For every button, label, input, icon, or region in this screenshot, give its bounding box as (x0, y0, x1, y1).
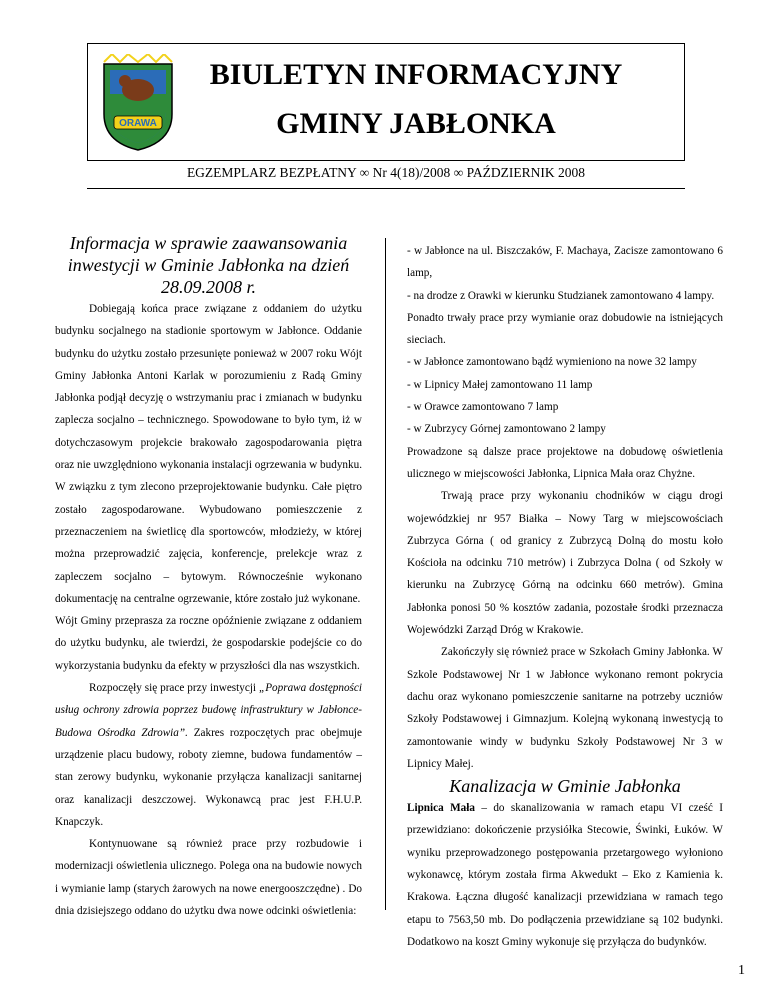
list-item: - w Orawce zamontowano 7 lamp (407, 401, 559, 414)
bulletin-title: BIULETYN INFORMACYJNY (209, 58, 623, 91)
paragraph: Ponadto trwały prace przy wymianie oraz dobudowie na istniejących sieciach. (407, 311, 723, 347)
column-divider (385, 238, 386, 910)
paragraph: Dobiegają końca prace związane z oddaniem do użytku budynku socjalnego na stadionie sportowym w Jabłonce. Oddanie budynku do użytku zostało przesunięte ponieważ w 2007 roku Wójt Gminy Jabłonka Antoni Karlak w porozumieniu z Radą Gminy Jabłonka podjął decyzję o wstrzymaniu prac i zmianach w budynku zaplecza socjalno – technicznego. Spowodowane to było tym, iż w dotychczasowym projekcie brakowało zagospodarowania piętra oraz nie uwzględniono wykonania instalacji ogrzewania w budynku. W związku z tym zlecono przeprojektowanie budynku. Całe piętro zostało zagospodarowane. Wybudowano pomieszczenie z przeznaczeniem na świetlicę dla sportowców, młodzieży, w której można przeprowadzić zajęcia, konferencje, prelekcje wraz z zapleczem socjalno – bytowym. Równocześnie wykonano dokumentację na centralne ogrzewanie, które zostało już wykonane. (55, 303, 362, 605)
paragraph: Wójt Gminy przeprasza za roczne opóźnienie związane z oddaniem do użytku budynku, ale twierdzi, że gospodarskie podejście co do wykorzystania budynku da efekty w przyszłości dla nas wszystkich. (55, 615, 362, 672)
list-item: - na drodze z Orawki w kierunku Studzianek zamontowano 4 lampy. (407, 289, 715, 302)
paragraph: Kontynuowane są również prace przy rozbudowie i modernizacji oświetlenia ulicznego. Polega ona na budowie nowych i wymianie lamp (starych żarowych na nowe energooszczędne) . Do dnia dzisiejszego oddano do użytku dwa nowe odcinki oświetlenia: (55, 838, 362, 918)
paragraph-text: – do skanalizowania w ramach etapu VI cześć I przewidziano: dokończenie przysiółka Stecowie, Świnki, Łuków. W wyniku przeprowadzonego postępowania przetargowego wyłoniono wykonawcę, którym została firma Akwedukt – Eko z Kamienia k. Krakowa. Łączna długość kanalizacji przewidziana w ramach tego etapu to 7563,50 mb. Do podłączenia przewidziane są 102 budynki. Dodatkowo na koszt Gminy wykonuje się przyłącza do budynków. (407, 802, 723, 948)
list-item: - w Jabłonce zamontowano bądź wymieniono na nowe 32 lampy (407, 356, 697, 369)
place-name: Lipnica Mała (407, 802, 475, 815)
paragraph-text: Zakres rozpoczętych prac obejmuje urządzenie placu budowy, roboty ziemne, budowa fundamentów – stan zerowy budynku, wykonanie przyłącza kanalizacji sanitarnej oraz kanalizacji deszczowej. Wykonawcą prac jest F.H.U.P. Knapczyk. (55, 726, 363, 828)
paragraph (407, 797, 723, 953)
investment-name: „Poprawa dostępności usług ochrony zdrowia poprzez budowę infrastruktury w Jabłonce- Budowa Ośrodka Zdrowia”. (55, 682, 362, 739)
list-item: - w Lipnicy Małej zamontowano 11 lamp (407, 378, 593, 391)
right-column (407, 240, 723, 953)
paragraph: Zakończyły się również prace w Szkołach Gminy Jabłonka. W Szkole Podstawowej Nr 1 w Jabłonce wykonano remont pokrycia dachu oraz wykonano pomieszczenie sanitarne na potrzeby uczniów Szkoły Podstawowej i Gimnazjum. Kolejną wykonaną inwestycją to zamontowanie windy w budynku Szkoły Podstawowej Nr 3 w Lipnicy Małej. (407, 646, 723, 770)
issue-info-line: EGZEMPLARZ BEZPŁATNY ∞ Nr 4(18)/2008 ∞ PAŹDZIERNIK 2008 (87, 163, 685, 189)
section-title: Kanalizacja w Gminie Jabłonka (449, 776, 681, 797)
paragraph-text: Rozpoczęły się prace przy inwestycji (89, 682, 259, 695)
paragraph: Trwają prace przy wykonaniu chodników w ciągu drogi wojewódzkiej nr 957 Białka – Nowy Targ w miejscowościach Zubrzyca Górna ( od granicy z Zubrzycą Dolną do mostu koło Kościoła na odcinku 710 metrów) i Zubrzyca Dolna ( od Szkoły w kierunku na Zubrzycę Górną na odcinku 660 metrów). Gmina Jabłonka ponosi 50 % kosztów zadania, pozostałe środki przeznacza Wojewódzki Zarząd Dróg w Krakowie. (407, 490, 723, 637)
left-column (55, 232, 362, 922)
list-item: - w Zubrzycy Górnej zamontowano 2 lampy (407, 423, 606, 436)
paragraph (55, 677, 362, 833)
masthead-box (87, 43, 685, 161)
municipality-title: GMINY JABŁONKA (276, 107, 556, 140)
page-number: 1 (738, 963, 745, 978)
list-item: - w Jabłonce na ul. Biszczaków, F. Machaya, Zacisze zamontowano 6 lamp, (407, 245, 723, 280)
logo-text: ORAWA (119, 118, 157, 129)
article-title: Informacja w sprawie zaawansowania inwestycji w Gminie Jabłonka na dzień 28.09.2008 r. (67, 233, 350, 297)
paragraph: Prowadzone są dalsze prace projektowe na dobudowę oświetlenia ulicznego w miejscowości Jabłonka, Lipnica Mała oraz Chyżne. (407, 445, 723, 480)
